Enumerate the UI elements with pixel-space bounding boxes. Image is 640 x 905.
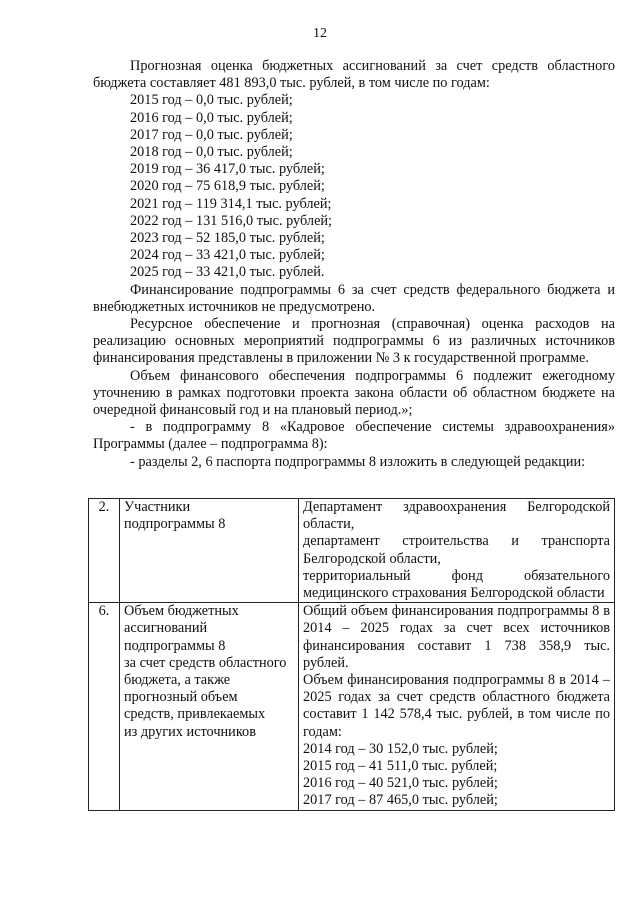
year-item: 2024 год – 33 421,0 тыс. рублей; [130, 247, 325, 264]
funding-year-item: 2014 год – 30 152,0 тыс. рублей; [303, 740, 498, 757]
row-label-line: средств, привлекаемых [124, 706, 266, 723]
passport-table [88, 498, 615, 811]
year-item: 2020 год – 75 618,9 тыс. рублей; [130, 178, 325, 195]
row-value [299, 499, 615, 603]
participant-item: Департамент здравоохранения Белгородской области, [303, 499, 610, 533]
funding-year-item: 2015 год – 41 511,0 тыс. рублей; [303, 758, 498, 775]
row-label-line: Участники [124, 499, 191, 515]
row-label-line: подпрограммы 8 [124, 637, 226, 654]
document-body [93, 58, 615, 471]
participant-item: департамент строительства и транспорта Белгородской области, [303, 533, 610, 567]
subprogram8-paragraph-line2: Программы (далее – подпрограмма 8): [93, 436, 328, 453]
year-item: 2022 год – 131 516,0 тыс. рублей; [130, 212, 333, 229]
row-label [120, 499, 299, 603]
funding-year-item: 2016 год – 40 521,0 тыс. рублей; [303, 775, 498, 792]
row-label-line: за счет средств областного [124, 654, 287, 671]
year-item: 2025 год – 33 421,0 тыс. рублей. [130, 264, 325, 281]
regional-funding-text: Объем финансирования подпрограммы 8 в 2014 – 2025 годах за счет средств областного бюджета составит 1 142 578,4 тыс. рублей, в том числе по годам: [303, 672, 610, 740]
year-item: 2023 год – 52 185,0 тыс. рублей; [130, 230, 325, 247]
row-label [120, 603, 299, 810]
subprogram8-paragraph-line1: - в подпрограмму 8 «Кадровое обеспечение системы здравоохранения» [130, 419, 615, 436]
year-item: 2018 год – 0,0 тыс. рублей; [130, 144, 293, 161]
year-item: 2021 год – 119 314,1 тыс. рублей; [130, 195, 332, 212]
page-number: 12 [313, 26, 327, 41]
intro-paragraph: Прогнозная оценка бюджетных ассигнований за счет средств областного бюджета составляет 481 893,0 тыс. рублей, в том числе по годам: [93, 58, 615, 92]
sections-paragraph: - разделы 2, 6 паспорта подпрограммы 8 изложить в следующей редакции: [130, 453, 586, 470]
row-label-line: бюджета, а также [124, 672, 231, 689]
year-item: 2016 год – 0,0 тыс. рублей; [130, 109, 293, 126]
volume-paragraph: Объем финансового обеспечения подпрограммы 6 подлежит ежегодному уточнению в рамках подготовки проекта закона области об областном бюджете на очередной финансовый год и на плановый период.»; [93, 367, 615, 419]
row-label-line: прогнозный объем [124, 689, 238, 706]
row-label-line: Объем бюджетных [124, 603, 239, 620]
row-label-line: ассигнований [124, 620, 208, 637]
year-item: 2019 год – 36 417,0 тыс. рублей; [130, 161, 325, 178]
row-number: 6. [89, 603, 120, 810]
federal-funding-paragraph: Финансирование подпрограммы 6 за счет средств федерального бюджета и внебюджетных источников не предусмотрено. [93, 281, 615, 315]
table-row [89, 603, 615, 810]
row-label-line: из других источников [124, 723, 256, 740]
total-funding-text: Общий объем финансирования подпрограммы 8 в 2014 – 2025 годах за счет всех источников финансирования составит 1 738 358,9 тыс. рублей. [303, 603, 610, 671]
year-item: 2015 год – 0,0 тыс. рублей; [130, 92, 293, 109]
row-number: 2. [89, 499, 120, 603]
row-label-line: подпрограммы 8 [124, 516, 226, 533]
resource-paragraph: Ресурсное обеспечение и прогнозная (справочная) оценка расходов на реализацию основных мероприятий подпрограммы 6 из различных источников финансирования представлены в приложении № 3 к государственной программе. [93, 316, 615, 367]
funding-year-item: 2017 год – 87 465,0 тыс. рублей; [303, 792, 498, 809]
row-value [299, 603, 615, 810]
year-list [93, 92, 615, 281]
table-row [89, 499, 615, 603]
year-item: 2017 год – 0,0 тыс. рублей; [130, 126, 293, 143]
participant-item: территориальный фонд обязательного медицинского страхования Белгородской области [303, 567, 610, 602]
